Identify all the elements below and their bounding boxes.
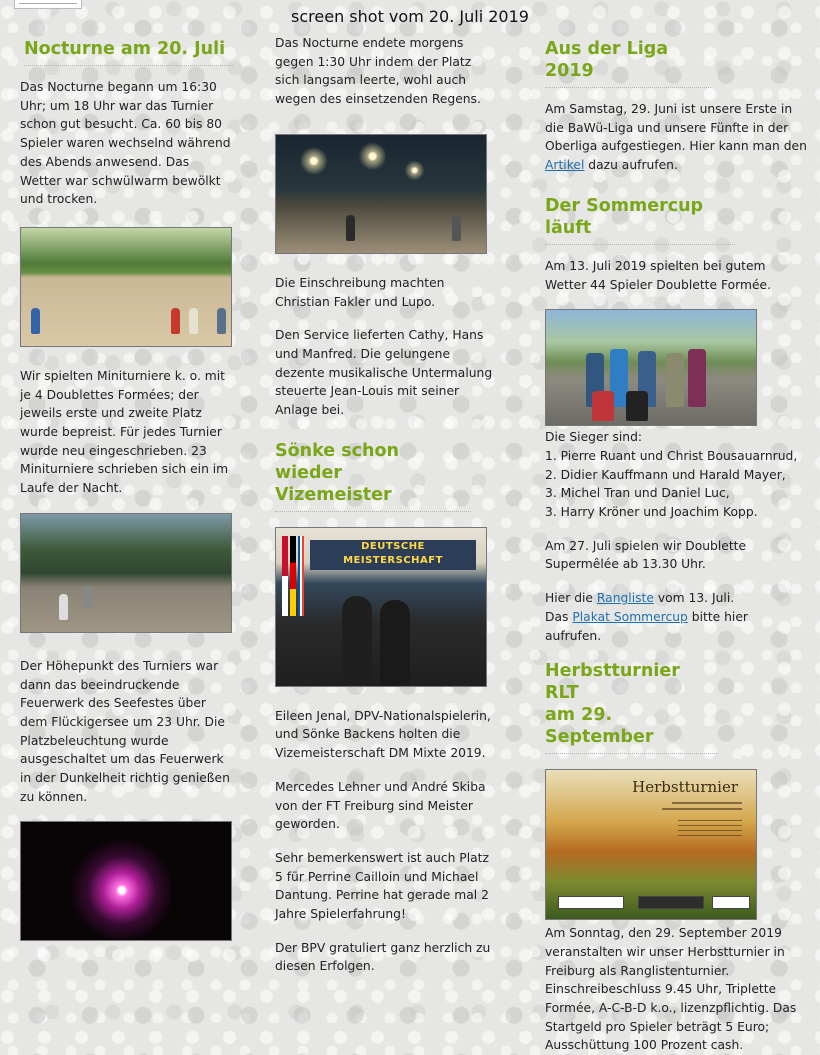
plakat-pre: Das [545,609,573,624]
rangliste-line [545,589,807,608]
fireworks-photo[interactable] [20,821,232,941]
sieger-4: 3. Harry Kröner und Joachim Kopp. [545,505,758,520]
sieger-2: 2. Didier Kauffmann und Harald Mayer, [545,467,786,482]
plakat-line [545,608,807,645]
herbstturnier-heading [545,660,717,754]
sommercup-winners-photo[interactable] [545,309,757,426]
sieger-1: 1. Pierre Ruant und Christ Bousauarnrud, [545,448,798,463]
rangliste-post: vom 13. Juli. [653,591,735,606]
middle-column [275,34,495,976]
left-column [20,38,233,941]
herbstturnier-poster[interactable] [545,769,757,920]
herbstturnier-text: Am Sonntag, den 29. September 2019 veranstalten wir unser Herbstturnier in Freiburg als Ranglistenturnier. Einschreibeschluss 9.45 Uhr, Triplette Formée, A-C-B-D k.o., lizenzpflichtig. Das Startgeld pro Spieler beträgt 5 Euro; Ausschüttung 100 Prozent cash. [545,926,797,1053]
sponsor-logo [638,896,704,909]
screenshot-caption: screen shot vom 20. Juli 2019 [291,7,529,26]
liga-heading: Aus der Liga 2019 [545,38,711,88]
vizemeister-photo[interactable] [275,527,487,687]
poster-title: Herbstturnier [632,778,738,797]
sommercup-heading: Der Sommercup läuft [545,195,735,245]
nocturne-intro-text: Das Nocturne begann um 16:30 Uhr; um 18 Uhr war das Turnier schon gut besucht. Ca. 60 bis 80 Spieler waren wechselnd während des Abends anwesend. Das Wetter war schwülwarm bewölkt und trocken. [20,80,231,207]
plakat-post: bitte hier aufrufen. [545,609,748,643]
rangliste-link[interactable]: Rangliste [596,591,654,606]
sieger-3: 3. Michel Tran und Daniel Luc, [545,486,730,501]
liga-text-end: dazu aufrufen. [584,158,678,173]
liga-text-body: Am Samstag, 29. Juni ist unsere Erste in die BaWü-Liga und unsere Fünfte in der Oberliga aufgestiegen. Hier kann man den [545,102,807,154]
vizemeister-heading [275,440,471,512]
plakat-sommercup-link[interactable]: Plakat Sommercup [572,609,688,624]
miniturniere-text: Wir spielten Miniturniere k. o. mit je 4 Doublettes Formées; der jeweils erste und zweite Platz wurde bepreist. Für jedes Turnier wurde neu eingeschrieben. 23 Miniturniere schrieben sich ein im Laufe der Nacht. [20,368,229,496]
right-column [545,38,807,1055]
nocturne-end-text: Das Nocturne endete morgens gegen 1:30 Uhr indem der Platz sich langsam leerte, wohl auch wegen des einsetzenden Regens. [275,36,481,107]
sommercup-text: Am 13. Juli 2019 spielten bei gutem Wetter 44 Spieler Doublette Formée. [545,258,771,292]
herbstturnier-heading-line2: am 29. September [545,705,654,748]
evening-players-photo[interactable] [20,513,232,633]
service-text: Den Service lieferten Cathy, Hans und Manfred. Die gelungene dezente musikalische Untermalung steuerte Jean-Louis mit seiner Anlage bei. [275,328,493,418]
supermelee-text: Am 27. Juli spielen wir Doublette Supermêlée ab 13.30 Uhr. [545,538,747,572]
dm-banner: DEUTSCHE MEISTERSCHAFT [310,540,476,570]
dm-mixte-text: Eileen Jenal, DPV-Nationalspielerin, und Sönke Backens holten die Vizemeisterschaft DM Mixte 2019. [275,708,491,761]
einschreibung-text: Die Einschreibung machten Christian Fakler und Lupo. [275,275,445,309]
vizemeister-heading-line2: Vizemeister [275,484,392,505]
liga-text [545,100,807,175]
feuerwerk-text: Der Höhepunkt des Turniers war dann das beeindruckende Feuerwerk des Seefestes über dem Flückigersee um 23 Uhr. Die Platzbeleuchtung wurde ausgeschaltet um das Feuerwerk in der Dunkelheit richtig genießen zu können. [20,658,230,804]
herbstturnier-heading-line1: Herbstturnier RLT [545,661,680,704]
gratulation-text: Der BPV gratuliert ganz herzlich zu diesen Erfolgen. [275,940,491,974]
artikel-link[interactable]: Artikel [545,158,585,173]
platz5-text: Sehr bemerkenswert ist auch Platz 5 für Perrine Cailloin und Michael Dantung. Perrine hat gerade mal 2 Jahre Spielerfahrung! [275,850,489,922]
sieger-intro: Die Sieger sind: [545,430,643,445]
nocturne-heading: Nocturne am 20. Juli [24,38,233,66]
meister-text: Mercedes Lehner und André Skiba von der FT Freiburg sind Meister geworden. [275,779,486,832]
rangliste-pre: Hier die [545,591,597,606]
vizemeister-heading-line1: Sönke schon wieder [275,440,399,483]
sparkasse-logo [712,896,750,909]
night-boule-photo[interactable] [275,134,487,254]
boule-field-photo[interactable] [20,227,232,347]
bauhaus-logo [558,896,624,909]
